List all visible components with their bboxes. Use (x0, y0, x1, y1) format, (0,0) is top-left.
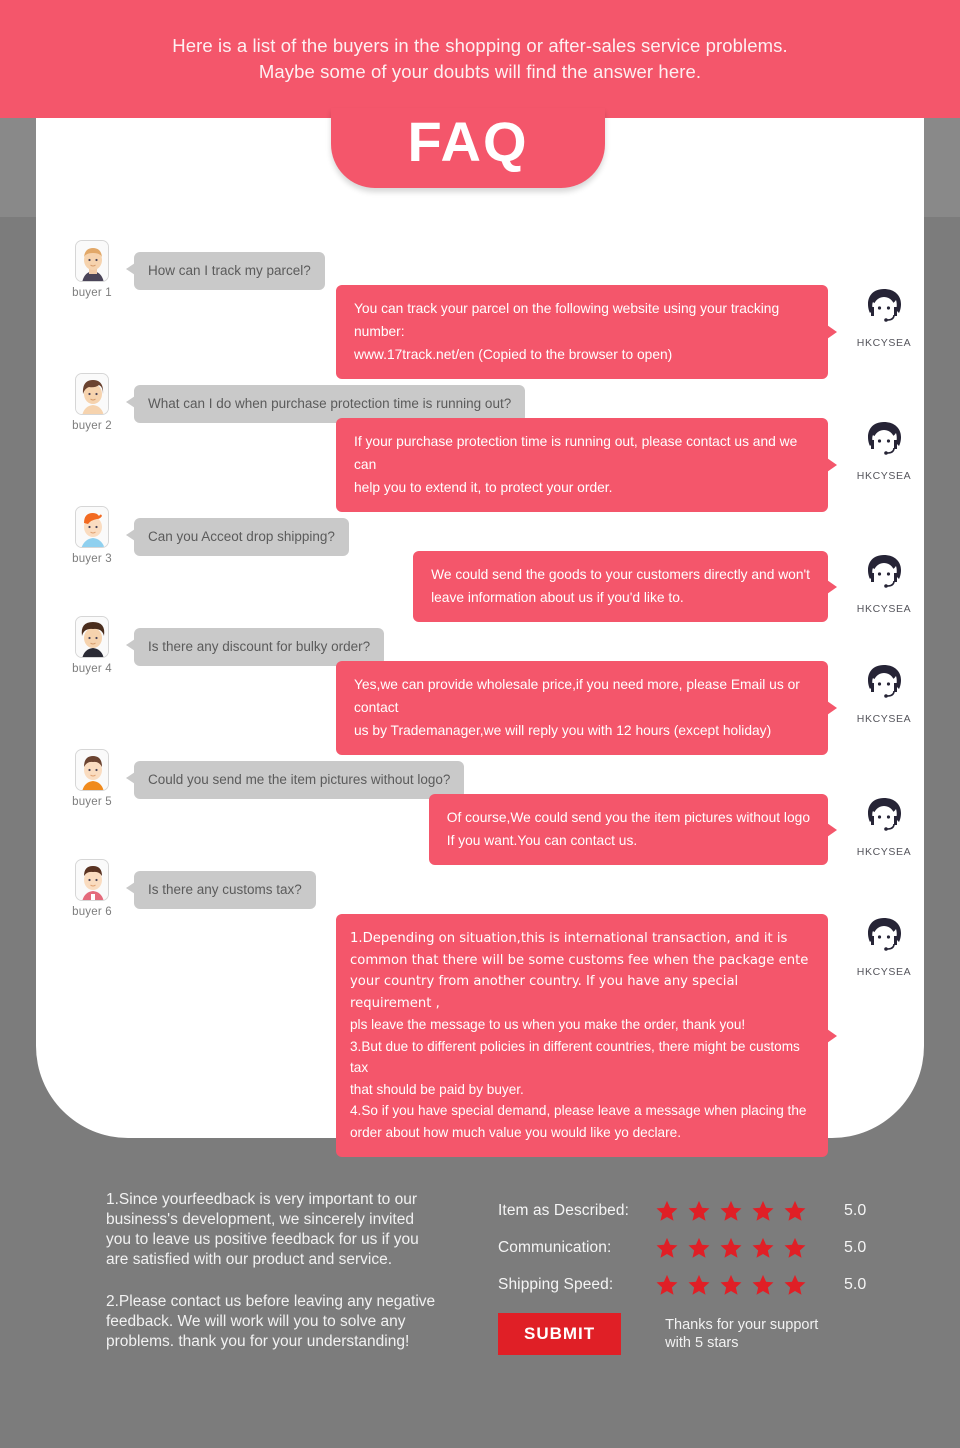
answer-bubble-2 (336, 418, 828, 512)
star-icon[interactable] (720, 1200, 742, 1222)
answer-1-line-2: www.17track.net/en (Copied to the browser to open) (354, 347, 673, 362)
answer-bubble-1 (336, 285, 828, 379)
star-icon[interactable] (752, 1237, 774, 1259)
banner-line-1: Here is a list of the buyers in the shopping or after-sales service problems. (172, 35, 788, 56)
star-icon[interactable] (688, 1274, 710, 1296)
answer-bubble-4 (336, 661, 828, 755)
answer-5-line-2: If you want.You can contact us. (446, 833, 638, 848)
buyer-avatar-block (64, 616, 120, 675)
rating-stars[interactable] (656, 1200, 836, 1222)
thanks-line-2: with 5 stars (665, 1335, 739, 1351)
answer-2-line-1: If your purchase protection time is running out, please contact us and we can (354, 434, 798, 472)
feedback-note-2: 2.Please contact us before leaving any negative feedback. We will work will you to solve any problems. thank you for your understanding! (106, 1293, 436, 1350)
star-icon[interactable] (784, 1200, 806, 1222)
buyer-avatar-block (64, 749, 120, 808)
answer-5-line-1: Of course,We could send you the item pictures without logo (446, 810, 810, 825)
buyer-2-avatar-icon (75, 373, 109, 415)
rating-label: Item as Described: (498, 1201, 630, 1219)
answer-1-line-1: You can track your parcel on the following website using your tracking number: (354, 301, 780, 339)
star-icon[interactable] (784, 1237, 806, 1259)
buyer-avatar-block (64, 240, 120, 299)
faq-badge-label: FAQ (407, 110, 529, 173)
buyer-3-avatar-icon (75, 506, 109, 548)
star-icon[interactable] (688, 1200, 710, 1222)
agent-name-3: HKCYSEA (856, 603, 912, 615)
faq-badge (331, 108, 605, 188)
answer-6-emphasis: 1.Depending on situation,this is international transaction, and it is common that there will be some customs fee when the package ente your country from another country. If you have any special requirement , (350, 931, 809, 1011)
answer-line (36, 285, 924, 379)
qa-item-2 (36, 373, 924, 512)
answer-4-line-1: Yes,we can provide wholesale price,if you need more, please Email us or contact (354, 677, 800, 715)
agent-name-6: HKCYSEA (856, 966, 912, 978)
answer-3-line-1: We could send the goods to your customers directly and won't (431, 567, 810, 582)
answer-6-line-2: pls leave the message to us when you make the order, thank you! (350, 1017, 746, 1032)
rating-stars[interactable] (656, 1237, 836, 1259)
ratings-panel (498, 1192, 898, 1303)
buyer-1-avatar-icon (75, 240, 109, 282)
question-bubble-3: Can you Acceot drop shipping? (134, 518, 349, 556)
buyer-6-name: buyer 6 (72, 906, 112, 918)
agent-name-4: HKCYSEA (856, 713, 912, 725)
answer-6-line-5: 4.So if you have special demand, please leave a message when placing the (350, 1103, 807, 1118)
buyer-avatar-block (64, 859, 120, 918)
rating-label: Shipping Speed: (498, 1275, 614, 1293)
rating-value: 5.0 (844, 1201, 867, 1219)
star-icon[interactable] (752, 1200, 774, 1222)
thanks-line-1: Thanks for your support (665, 1317, 819, 1333)
qa-item-6 (36, 859, 924, 1157)
faq-chat-list (36, 240, 924, 1157)
answer-6-line-3: 3.But due to different policies in different countries, there might be customs tax (350, 1038, 800, 1075)
rating-value: 5.0 (844, 1275, 867, 1293)
answer-bubble-5 (429, 794, 828, 865)
agent-name-5: HKCYSEA (856, 846, 912, 858)
feedback-notes (106, 1190, 436, 1352)
answer-bubble-6 (336, 914, 828, 1157)
submit-area (498, 1313, 818, 1355)
answer-line (36, 418, 924, 512)
banner-line-2: Maybe some of your doubts will find the answer here. (258, 61, 702, 82)
buyer-6-avatar-icon (75, 859, 109, 901)
question-bubble-5: Could you send me the item pictures without logo? (134, 761, 464, 799)
buyer-4-name: buyer 4 (72, 663, 112, 675)
thanks-message (665, 1313, 818, 1352)
buyer-5-avatar-icon (75, 749, 109, 791)
star-icon[interactable] (720, 1274, 742, 1296)
banner-text (0, 33, 960, 85)
feedback-note-1: 1.Since yourfeedback is very important to our business's development, we sincerely invited you to leave us positive feedback for us if you are satisfied with our product and service. (106, 1191, 419, 1268)
rating-row-communication (498, 1229, 898, 1266)
qa-item-4 (36, 616, 924, 755)
star-icon[interactable] (688, 1237, 710, 1259)
submit-button[interactable]: SUBMIT (498, 1313, 621, 1355)
agent-block-6 (844, 914, 924, 978)
agent-headset-avatar-icon (860, 914, 908, 962)
answer-bubble-3 (413, 551, 828, 622)
rating-row-item-as-described (498, 1192, 898, 1229)
answer-6-line-4: that should be paid by buyer. (350, 1081, 524, 1097)
question-bubble-2: What can I do when purchase protection time is running out? (134, 385, 525, 423)
answer-2-line-2: help you to extend it, to protect your order. (354, 480, 613, 495)
agent-name-2: HKCYSEA (856, 470, 912, 482)
star-icon[interactable] (656, 1274, 678, 1296)
agent-name-1: HKCYSEA (856, 337, 912, 349)
star-icon[interactable] (720, 1237, 742, 1259)
question-bubble-4: Is there any discount for bulky order? (134, 628, 384, 666)
question-bubble-1: How can I track my parcel? (134, 252, 325, 290)
qa-item-5 (36, 749, 924, 865)
answer-4-line-2: us by Trademanager,we will reply you with 12 hours (except holiday) (354, 723, 772, 738)
star-icon[interactable] (656, 1237, 678, 1259)
rating-value: 5.0 (844, 1238, 867, 1256)
qa-item-3 (36, 506, 924, 622)
rating-stars[interactable] (656, 1274, 836, 1296)
qa-item-1 (36, 240, 924, 379)
star-icon[interactable] (752, 1274, 774, 1296)
buyer-1-name: buyer 1 (72, 287, 112, 299)
buyer-avatar-block (64, 506, 120, 565)
question-bubble-6: Is there any customs tax? (134, 871, 316, 909)
star-icon[interactable] (656, 1200, 678, 1222)
buyer-2-name: buyer 2 (72, 420, 112, 432)
answer-line (36, 661, 924, 755)
star-icon[interactable] (784, 1274, 806, 1296)
answer-line (36, 914, 924, 1157)
rating-label: Communication: (498, 1238, 612, 1256)
buyer-avatar-block (64, 373, 120, 432)
rating-row-shipping-speed (498, 1266, 898, 1303)
answer-6-line-6: order about how much value you would like yo declare. (350, 1124, 681, 1140)
buyer-3-name: buyer 3 (72, 553, 112, 565)
buyer-4-avatar-icon (75, 616, 109, 658)
answer-3-line-2: leave information about us if you'd like to. (431, 590, 684, 605)
buyer-5-name: buyer 5 (72, 796, 112, 808)
question-line (36, 859, 924, 918)
top-banner (0, 0, 960, 118)
